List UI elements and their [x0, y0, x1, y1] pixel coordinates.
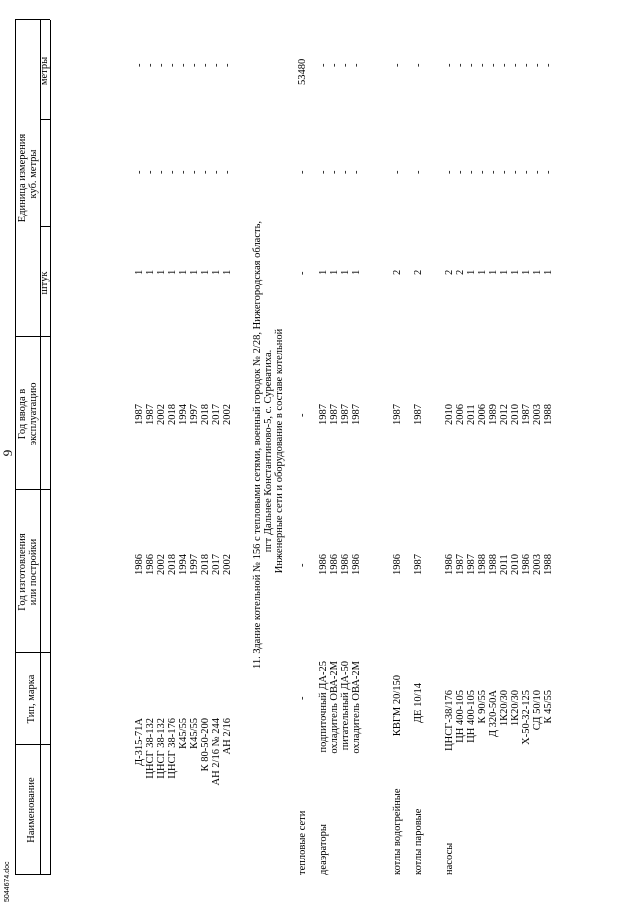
table-cell-m3: - [178, 170, 189, 174]
col-divider-m3 [40, 119, 50, 120]
table-cell-op: 2018 [200, 404, 211, 425]
table-cell-m: - [477, 63, 488, 67]
table-cell-made: 1986 [145, 554, 156, 575]
table-cell-name: деаэраторы [318, 824, 329, 875]
table-cell-type: охладитель ОВА-2М [329, 661, 340, 754]
table-cell-op: 1988 [543, 404, 554, 425]
table-cell-made: 2011 [499, 554, 510, 575]
table-cell-m3: - [156, 170, 167, 174]
col-divider-made [15, 652, 50, 653]
footer-filename-text: 5044674.doc [4, 861, 11, 902]
table-cell-m: - [167, 63, 178, 67]
table-cell-m: - [543, 63, 554, 67]
table-cell-m3: - [318, 170, 329, 174]
table-cell-pcs: 1 [466, 269, 477, 275]
table-cell-made: 1988 [488, 554, 499, 575]
table-cell-op: 1994 [178, 404, 189, 425]
table-cell-op: 1987 [340, 404, 351, 425]
table-cell-pcs: 1 [543, 269, 554, 275]
table-cell-op: 1987 [413, 404, 424, 425]
table-cell-type: ЦНСГ 38-132 [145, 718, 156, 779]
page-number: 9 [0, 449, 15, 457]
table-cell-m3: - [340, 170, 351, 174]
table-cell-type: ЦН 400-105 [466, 690, 477, 743]
table-cell-m3: - [532, 170, 543, 174]
table-cell-m: - [444, 63, 455, 67]
table-left-line [15, 874, 50, 875]
section-heading-line1: 11. Здание котельной № 156 с тепловыми сетями, военный городок № 2/28, Нижегородская область, [252, 220, 263, 670]
table-cell-pcs: 1 [340, 269, 351, 275]
table-cell-made: 2018 [200, 554, 211, 575]
table-cell-op: 1987 [329, 404, 340, 425]
table-cell-m3: - [499, 170, 510, 174]
table-cell-made: 1986 [340, 554, 351, 575]
table-cell-made: 1986 [134, 554, 145, 575]
table-cell-made: 1986 [318, 554, 329, 575]
table-cell-m: - [532, 63, 543, 67]
table-cell-type: 1К20/30 [499, 690, 510, 727]
table-cell-m: - [134, 63, 145, 67]
table-cell-m: - [466, 63, 477, 67]
table-cell-op: 2006 [477, 404, 488, 425]
header-year-op-line1: Год ввода в [17, 388, 28, 440]
table-cell-op: 1987 [392, 404, 403, 425]
table-cell-made: 1986 [351, 554, 362, 575]
table-cell-pcs: 1 [318, 269, 329, 275]
table-cell-type: подпиточный ДА-25 [318, 661, 329, 753]
table-cell-pcs: 1 [488, 269, 499, 275]
table-cell-made: 1987 [455, 554, 466, 575]
table-cell-op: 2003 [532, 404, 543, 425]
table-cell-m: - [392, 63, 403, 67]
table-cell-name: котлы паровые [413, 808, 424, 875]
header-unit: Единица измерения [17, 133, 28, 223]
table-cell-pcs: 1 [222, 269, 233, 275]
table-cell-type: ЦНСГ 38-132 [156, 718, 167, 779]
table-cell-type: 1К20/30 [510, 690, 521, 727]
table-cell-m3: - [189, 170, 200, 174]
table-cell-op: - [297, 413, 308, 417]
table-cell-type: ЦН 400-105 [455, 690, 466, 743]
table-cell-made: 1997 [189, 554, 200, 575]
table-cell-made: 1986 [444, 554, 455, 575]
table-cell-m3: - [351, 170, 362, 174]
table-cell-m: - [413, 63, 424, 67]
table-cell-pcs: - [297, 271, 308, 275]
table-cell-pcs: 1 [178, 269, 189, 275]
header-year-made-line1: Год изготовления [17, 533, 28, 611]
table-cell-op: 1987 [351, 404, 362, 425]
table-cell-made: 1986 [392, 554, 403, 575]
table-cell-m: - [211, 63, 222, 67]
table-cell-m3: - [413, 170, 424, 174]
table-cell-m: - [340, 63, 351, 67]
table-cell-made: 1986 [329, 554, 340, 575]
table-cell-m3: - [477, 170, 488, 174]
header-unit-pcs: штук [39, 271, 50, 295]
table-cell-type: ЦНСГ-38/176 [444, 690, 455, 751]
section-heading-line3: Инженерные сети и оборудование в составе котельной [274, 328, 285, 574]
header-name: Наименование [26, 777, 37, 843]
table-cell-m3: - [211, 170, 222, 174]
table-cell-made: 2018 [167, 554, 178, 575]
header-year-made-line2: или постройки [28, 538, 39, 606]
table-cell-type: Х-50-32-125 [521, 690, 532, 745]
header-bottom-line [50, 20, 51, 875]
table-cell-made: 1987 [413, 554, 424, 575]
table-cell-m3: - [521, 170, 532, 174]
table-cell-type: АН 2/16 [222, 718, 233, 755]
table-cell-m3: - [134, 170, 145, 174]
table-cell-m: - [200, 63, 211, 67]
table-cell-type: К45/55 [189, 718, 200, 749]
table-cell-pcs: 2 [455, 269, 466, 275]
table-cell-made: 1988 [543, 554, 554, 575]
table-cell-type: К45/55 [178, 718, 189, 749]
table-cell-m3: - [455, 170, 466, 174]
table-cell-m3: - [222, 170, 233, 174]
table-cell-m3: - [145, 170, 156, 174]
table-cell-m3: - [488, 170, 499, 174]
table-cell-m3: - [200, 170, 211, 174]
table-cell-type: АН 2/16 № 244 [211, 718, 222, 786]
table-cell-op: 2002 [222, 404, 233, 425]
table-cell-pcs: 2 [413, 269, 424, 275]
table-cell-type: ДЕ 10/14 [413, 683, 424, 724]
table-cell-op: 2010 [510, 404, 521, 425]
table-cell-op: 1987 [521, 404, 532, 425]
table-cell-type: - [297, 696, 308, 700]
table-cell-name: котлы водогрейные [392, 788, 403, 875]
unit-sub-line [40, 20, 41, 875]
table-cell-m3: - [167, 170, 178, 174]
table-cell-m3: - [444, 170, 455, 174]
table-cell-op: 1987 [134, 404, 145, 425]
header-unit-m: метры [39, 56, 50, 86]
table-cell-name: насосы [444, 842, 455, 875]
table-right-line [15, 19, 50, 20]
table-cell-m: - [318, 63, 329, 67]
header-unit-m3: куб. метры [28, 149, 39, 199]
table-cell-op: 2006 [455, 404, 466, 425]
table-cell-pcs: 1 [145, 269, 156, 275]
table-cell-m: - [499, 63, 510, 67]
col-divider-pcs [40, 226, 50, 227]
table-cell-pcs: 1 [477, 269, 488, 275]
table-cell-pcs: 1 [211, 269, 222, 275]
table-cell-pcs: 1 [156, 269, 167, 275]
table-cell-type: питательный ДА-50 [340, 661, 351, 751]
table-cell-type: Д-315-71А [134, 718, 145, 766]
table-cell-made: 2002 [222, 554, 233, 575]
table-cell-m: - [222, 63, 233, 67]
footer-filename [4, 861, 16, 902]
table-cell-pcs: 1 [134, 269, 145, 275]
table-cell-pcs: 1 [521, 269, 532, 275]
table-top-line [15, 20, 16, 875]
table-cell-type: К 90/55 [477, 690, 488, 724]
table-cell-made: 2002 [156, 554, 167, 575]
table-cell-type: К 80-50-200 [200, 718, 211, 772]
table-cell-type: К 45/55 [543, 690, 554, 724]
table-cell-m: - [145, 63, 156, 67]
table-cell-pcs: 1 [200, 269, 211, 275]
table-cell-pcs: 2 [444, 269, 455, 275]
table-cell-pcs: 1 [167, 269, 178, 275]
table-cell-m: - [488, 63, 499, 67]
table-cell-pcs: 1 [510, 269, 521, 275]
table-cell-made: 2010 [510, 554, 521, 575]
table-cell-m3: - [392, 170, 403, 174]
table-cell-made: 2003 [532, 554, 543, 575]
header-year-op-line2: эксплуатацию [28, 382, 39, 446]
col-divider-type [15, 744, 50, 745]
table-cell-op: 2002 [156, 404, 167, 425]
col-divider-op [15, 489, 50, 490]
table-cell-m: - [351, 63, 362, 67]
table-cell-m3: - [510, 170, 521, 174]
table-cell-made: 2017 [211, 554, 222, 575]
table-cell-op: 2012 [499, 404, 510, 425]
table-cell-type: охладитель ОВА-2М [351, 661, 362, 754]
table-cell-m3: - [329, 170, 340, 174]
table-cell-made: 1988 [477, 554, 488, 575]
table-cell-m3: - [543, 170, 554, 174]
table-cell-made: 1994 [178, 554, 189, 575]
table-cell-pcs: 1 [499, 269, 510, 275]
table-cell-m: - [455, 63, 466, 67]
table-cell-made: - [297, 563, 308, 567]
table-cell-type: ЦНСГ 38-176 [167, 718, 178, 779]
table-cell-pcs: 1 [532, 269, 543, 275]
table-cell-type: СД 50/10 [532, 690, 543, 731]
table-cell-op: 2017 [211, 404, 222, 425]
col-divider-unit [15, 336, 50, 337]
table-cell-op: 2011 [466, 404, 477, 425]
table-cell-op: 2018 [167, 404, 178, 425]
table-cell-type: КВГМ 20/150 [392, 675, 403, 737]
table-cell-op: 1987 [318, 404, 329, 425]
table-cell-m: 53480 [297, 58, 308, 85]
table-cell-made: 1987 [466, 554, 477, 575]
table-cell-op: 1989 [488, 404, 499, 425]
section-heading-line2: пгт Дальнее Константиново-5, с. Суреватиха. [263, 349, 274, 553]
table-cell-op: 2010 [444, 404, 455, 425]
table-cell-name: тепловые сети [297, 810, 308, 875]
table-cell-m: - [156, 63, 167, 67]
table-cell-m: - [521, 63, 532, 67]
table-cell-pcs: 1 [189, 269, 200, 275]
table-cell-m: - [329, 63, 340, 67]
table-cell-pcs: 1 [329, 269, 340, 275]
table-cell-pcs: 1 [351, 269, 362, 275]
table-cell-pcs: 2 [392, 269, 403, 275]
table-cell-m: - [189, 63, 200, 67]
table-cell-m: - [178, 63, 189, 67]
header-type: Тип, марка [26, 674, 37, 724]
table-cell-made: 1986 [521, 554, 532, 575]
table-cell-op: 1987 [145, 404, 156, 425]
table-cell-type: Д 320-50А [488, 690, 499, 738]
table-cell-op: 1997 [189, 404, 200, 425]
table-cell-m3: - [466, 170, 477, 174]
table-cell-m3: - [297, 170, 308, 174]
table-cell-m: - [510, 63, 521, 67]
